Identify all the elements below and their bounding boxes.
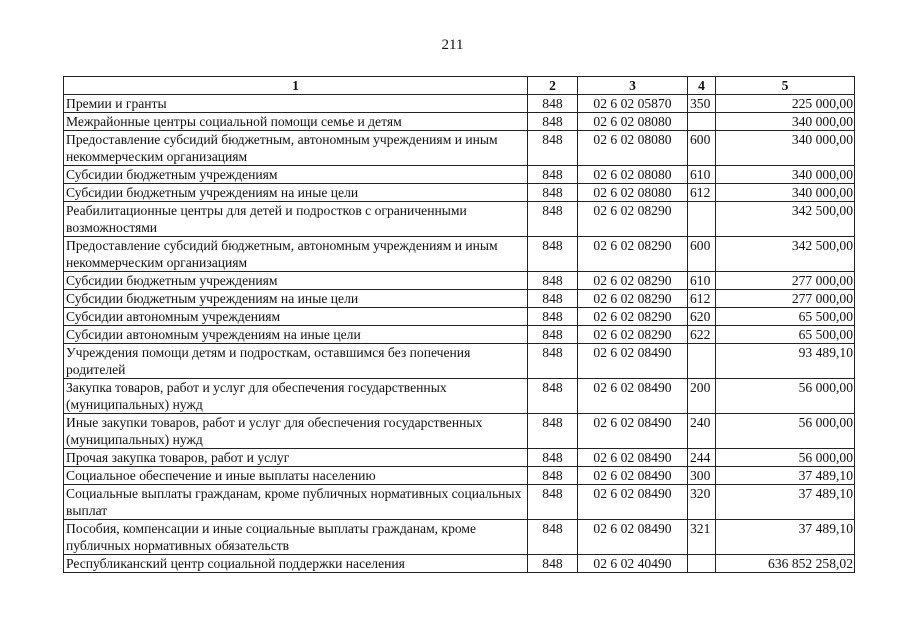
cell-code: 848 — [528, 272, 578, 290]
cell-code: 848 — [528, 308, 578, 326]
cell-code: 848 — [528, 485, 578, 520]
table-header — [64, 77, 855, 95]
cell-amount: 56 000,00 — [716, 414, 855, 449]
cell-type: 600 — [688, 237, 716, 272]
cell-name: Закупка товаров, работ и услуг для обеспечения государственных (муниципальных) нужд — [64, 379, 528, 414]
cell-target: 02 6 02 08490 — [578, 344, 688, 379]
cell-name: Иные закупки товаров, работ и услуг для обеспечения государственных (муниципальных) нужд — [64, 414, 528, 449]
cell-amount: 56 000,00 — [716, 379, 855, 414]
cell-target: 02 6 02 05870 — [578, 95, 688, 113]
header-col-amount: 5 — [716, 77, 855, 95]
table-row — [64, 555, 855, 573]
cell-type: 612 — [688, 290, 716, 308]
cell-type — [688, 113, 716, 131]
cell-code: 848 — [528, 237, 578, 272]
cell-name: Субсидии бюджетным учреждениям — [64, 166, 528, 184]
cell-target: 02 6 02 08490 — [578, 520, 688, 555]
cell-type: 612 — [688, 184, 716, 202]
table-body — [64, 95, 855, 573]
cell-code: 848 — [528, 326, 578, 344]
cell-code: 848 — [528, 344, 578, 379]
cell-type: 321 — [688, 520, 716, 555]
cell-target: 02 6 02 40490 — [578, 555, 688, 573]
table-row — [64, 290, 855, 308]
cell-type: 244 — [688, 449, 716, 467]
cell-amount: 93 489,10 — [716, 344, 855, 379]
header-col-type: 4 — [688, 77, 716, 95]
table-row — [64, 166, 855, 184]
cell-name: Премии и гранты — [64, 95, 528, 113]
page-number: 211 — [441, 37, 464, 53]
cell-type: 622 — [688, 326, 716, 344]
cell-name: Социальные выплаты гражданам, кроме публичных нормативных социальных выплат — [64, 485, 528, 520]
cell-amount: 37 489,10 — [716, 485, 855, 520]
cell-code: 848 — [528, 379, 578, 414]
cell-amount: 56 000,00 — [716, 449, 855, 467]
cell-amount: 277 000,00 — [716, 272, 855, 290]
cell-type: 600 — [688, 131, 716, 166]
budget-table — [63, 76, 855, 573]
table-row — [64, 485, 855, 520]
header-col-name: 1 — [64, 77, 528, 95]
table-row — [64, 467, 855, 485]
cell-name: Субсидии бюджетным учреждениям на иные цели — [64, 184, 528, 202]
table-row — [64, 379, 855, 414]
cell-name: Субсидии автономным учреждениям — [64, 308, 528, 326]
cell-target: 02 6 02 08490 — [578, 414, 688, 449]
cell-code: 848 — [528, 467, 578, 485]
table-row — [64, 113, 855, 131]
header-row — [64, 77, 855, 95]
cell-amount: 342 500,00 — [716, 237, 855, 272]
cell-amount: 342 500,00 — [716, 202, 855, 237]
cell-name: Республиканский центр социальной поддержки населения — [64, 555, 528, 573]
cell-amount: 636 852 258,02 — [716, 555, 855, 573]
cell-type: 300 — [688, 467, 716, 485]
cell-name: Предоставление субсидий бюджетным, автономным учреждениям и иным некоммерческим организациям — [64, 237, 528, 272]
cell-code: 848 — [528, 184, 578, 202]
cell-amount: 65 500,00 — [716, 308, 855, 326]
cell-code: 848 — [528, 414, 578, 449]
cell-code: 848 — [528, 95, 578, 113]
cell-type — [688, 555, 716, 573]
cell-target: 02 6 02 08290 — [578, 326, 688, 344]
cell-name: Субсидии автономным учреждениям на иные цели — [64, 326, 528, 344]
cell-target: 02 6 02 08080 — [578, 184, 688, 202]
cell-amount: 65 500,00 — [716, 326, 855, 344]
cell-type: 200 — [688, 379, 716, 414]
cell-name: Межрайонные центры социальной помощи семье и детям — [64, 113, 528, 131]
cell-target: 02 6 02 08080 — [578, 113, 688, 131]
cell-amount: 37 489,10 — [716, 467, 855, 485]
table-row — [64, 202, 855, 237]
cell-amount: 340 000,00 — [716, 131, 855, 166]
cell-target: 02 6 02 08290 — [578, 202, 688, 237]
cell-target: 02 6 02 08490 — [578, 379, 688, 414]
cell-amount: 340 000,00 — [716, 184, 855, 202]
table-row — [64, 449, 855, 467]
cell-code: 848 — [528, 131, 578, 166]
table-row — [64, 184, 855, 202]
cell-amount: 37 489,10 — [716, 520, 855, 555]
table-row — [64, 308, 855, 326]
cell-code: 848 — [528, 202, 578, 237]
cell-type — [688, 344, 716, 379]
header-col-code: 2 — [528, 77, 578, 95]
table-row — [64, 414, 855, 449]
cell-name: Учреждения помощи детям и подросткам, оставшимся без попечения родителей — [64, 344, 528, 379]
table-row — [64, 237, 855, 272]
table-row — [64, 272, 855, 290]
cell-target: 02 6 02 08490 — [578, 485, 688, 520]
cell-type: 610 — [688, 272, 716, 290]
cell-code: 848 — [528, 555, 578, 573]
cell-target: 02 6 02 08080 — [578, 131, 688, 166]
cell-code: 848 — [528, 113, 578, 131]
cell-type: 240 — [688, 414, 716, 449]
table-row — [64, 95, 855, 113]
cell-type: 350 — [688, 95, 716, 113]
cell-code: 848 — [528, 166, 578, 184]
cell-name: Субсидии бюджетным учреждениям на иные цели — [64, 290, 528, 308]
cell-amount: 277 000,00 — [716, 290, 855, 308]
header-col-target: 3 — [578, 77, 688, 95]
cell-name: Субсидии бюджетным учреждениям — [64, 272, 528, 290]
cell-type: 320 — [688, 485, 716, 520]
table-row — [64, 131, 855, 166]
table-row — [64, 520, 855, 555]
cell-target: 02 6 02 08290 — [578, 237, 688, 272]
cell-code: 848 — [528, 520, 578, 555]
cell-name: Социальное обеспечение и иные выплаты населению — [64, 467, 528, 485]
cell-code: 848 — [528, 290, 578, 308]
table-row — [64, 326, 855, 344]
cell-type: 610 — [688, 166, 716, 184]
cell-code: 848 — [528, 449, 578, 467]
cell-type — [688, 202, 716, 237]
table-row — [64, 344, 855, 379]
cell-target: 02 6 02 08290 — [578, 290, 688, 308]
cell-type: 620 — [688, 308, 716, 326]
cell-amount: 340 000,00 — [716, 166, 855, 184]
cell-name: Реабилитационные центры для детей и подростков с ограниченными возможностями — [64, 202, 528, 237]
cell-name: Прочая закупка товаров, работ и услуг — [64, 449, 528, 467]
cell-target: 02 6 02 08490 — [578, 449, 688, 467]
cell-target: 02 6 02 08290 — [578, 308, 688, 326]
cell-name: Предоставление субсидий бюджетным, автономным учреждениям и иным некоммерческим организациям — [64, 131, 528, 166]
cell-amount: 340 000,00 — [716, 113, 855, 131]
cell-target: 02 6 02 08290 — [578, 272, 688, 290]
cell-name: Пособия, компенсации и иные социальные выплаты гражданам, кроме публичных нормативных обязательств — [64, 520, 528, 555]
cell-target: 02 6 02 08490 — [578, 467, 688, 485]
cell-target: 02 6 02 08080 — [578, 166, 688, 184]
cell-amount: 225 000,00 — [716, 95, 855, 113]
